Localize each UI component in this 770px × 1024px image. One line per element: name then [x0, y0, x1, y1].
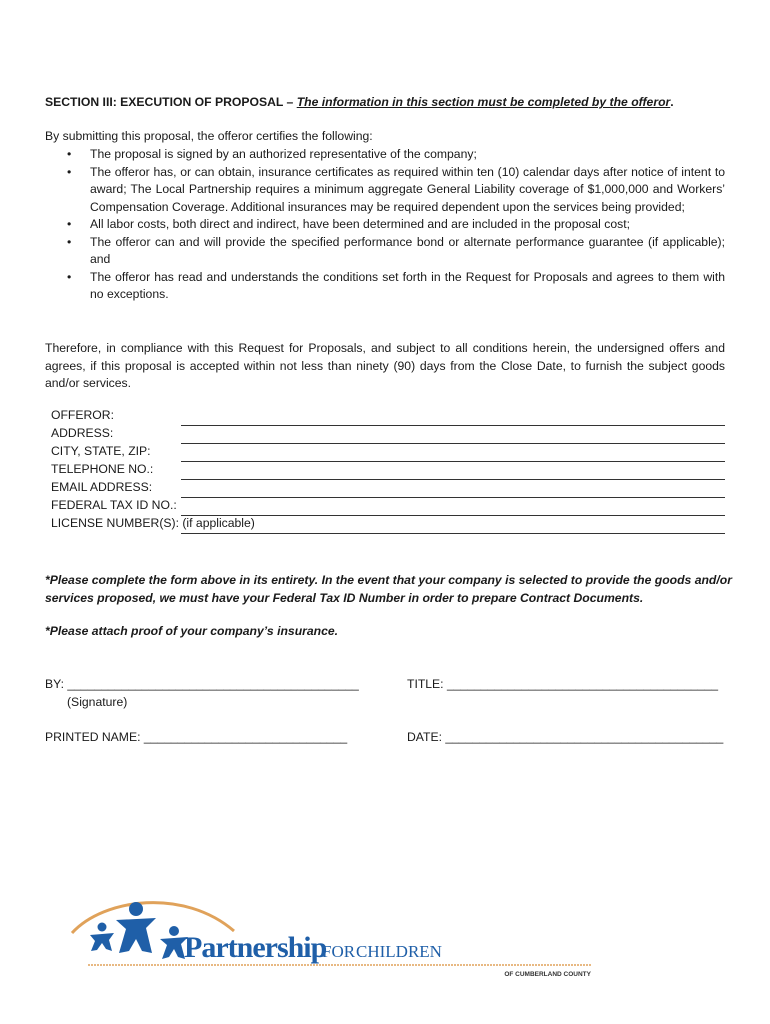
- list-item: [45, 234, 725, 269]
- license-label: LICENSE NUMBER(S): (if applicable): [51, 516, 255, 530]
- list-item-text: The offeror has, or can obtain, insurance certificates as required within ten (10) calendar days after notice of intent to award; The Local Partnership requires a minimum aggregate General Liability coverage of $1,000,000 and Workers’ Compensation Coverage. Additional insurances may be required dependent upon the services being provided;: [90, 164, 725, 214]
- email-label: EMAIL ADDRESS:: [51, 480, 153, 494]
- section-heading-prefix: SECTION III: EXECUTION OF PROPOSAL –: [45, 95, 297, 109]
- bullet-icon: •: [67, 164, 72, 179]
- signature-caption: (Signature): [67, 695, 128, 709]
- insurance-note: *Please attach proof of your company’s insurance.: [45, 624, 339, 638]
- list-item: [45, 216, 725, 234]
- list-item-text: The offeror can and will provide the specified performance bond or alternate performance guarantee (if applicable); and: [90, 234, 725, 266]
- section-heading-emphasis: The information in this section must be completed by the offeror: [296, 95, 671, 109]
- logo-graphic: [64, 893, 594, 983]
- list-item-text: The offeror has read and understands the conditions set forth in the Request for Proposals and agrees to them with no exceptions.: [90, 269, 725, 301]
- partnership-logo: [64, 893, 594, 983]
- tax-id-field[interactable]: [51, 498, 725, 516]
- title-field[interactable]: TITLE: ________________________________________: [407, 677, 719, 691]
- list-item: [45, 146, 725, 164]
- complete-form-note: *Please complete the form above in its entirety. In the event that your company is selected to provide the goods and/or services proposed, we must have your Federal Tax ID Number in order to prepare Contract Documents.: [45, 573, 732, 605]
- logo-county: OF CUMBERLAND COUNTY: [504, 971, 591, 978]
- city-state-zip-field[interactable]: [51, 444, 725, 462]
- email-field[interactable]: [51, 480, 725, 498]
- bullet-icon: •: [67, 217, 72, 231]
- telephone-label: TELEPHONE NO.:: [51, 462, 154, 476]
- printed-name-field[interactable]: PRINTED NAME: ______________________________: [45, 730, 348, 744]
- logo-name-main: Partnership: [184, 931, 327, 964]
- list-item: [45, 269, 725, 304]
- bullet-icon: •: [67, 269, 72, 284]
- tax-id-label: FEDERAL TAX ID NO.:: [51, 498, 177, 512]
- figure-large-icon: [116, 902, 156, 953]
- date-field[interactable]: DATE: _________________________________________: [407, 730, 724, 744]
- offeror-label: OFFEROR:: [51, 408, 114, 422]
- section-heading-suffix: .: [670, 95, 674, 109]
- intro-text: By submitting this proposal, the offeror certifies the following:: [45, 129, 373, 143]
- city-state-zip-label: CITY, STATE, ZIP:: [51, 444, 151, 458]
- license-input-line[interactable]: [181, 533, 725, 534]
- address-field[interactable]: [51, 426, 725, 444]
- address-label: ADDRESS:: [51, 426, 114, 440]
- telephone-field[interactable]: [51, 462, 725, 480]
- logo-arc: [72, 903, 234, 933]
- certification-list: [45, 146, 725, 304]
- offeror-info-form: [51, 408, 725, 534]
- license-field[interactable]: [51, 516, 725, 534]
- by-signature-field[interactable]: BY: ___________________________________________: [45, 677, 359, 691]
- list-item-text: The proposal is signed by an authorized representative of the company;: [90, 147, 477, 161]
- bullet-icon: •: [67, 234, 72, 249]
- figure-small-icon: [90, 923, 114, 952]
- bullet-icon: •: [67, 147, 72, 161]
- compliance-paragraph: Therefore, in compliance with this Request for Proposals, and subject to all conditions herein, the undersigned offers and agrees, if this proposal is accepted within not less than ninety (90) days from the Close Date, to furnish the subject goods and/or services.: [45, 341, 725, 391]
- offeror-field[interactable]: [51, 408, 725, 426]
- list-item-text: All labor costs, both direct and indirect, have been determined and are included in the proposal cost;: [90, 217, 630, 231]
- logo-name-children: CHILDREN: [356, 942, 442, 961]
- section-heading: [45, 95, 674, 109]
- list-item: [45, 164, 725, 217]
- logo-name-for: FOR: [322, 942, 356, 961]
